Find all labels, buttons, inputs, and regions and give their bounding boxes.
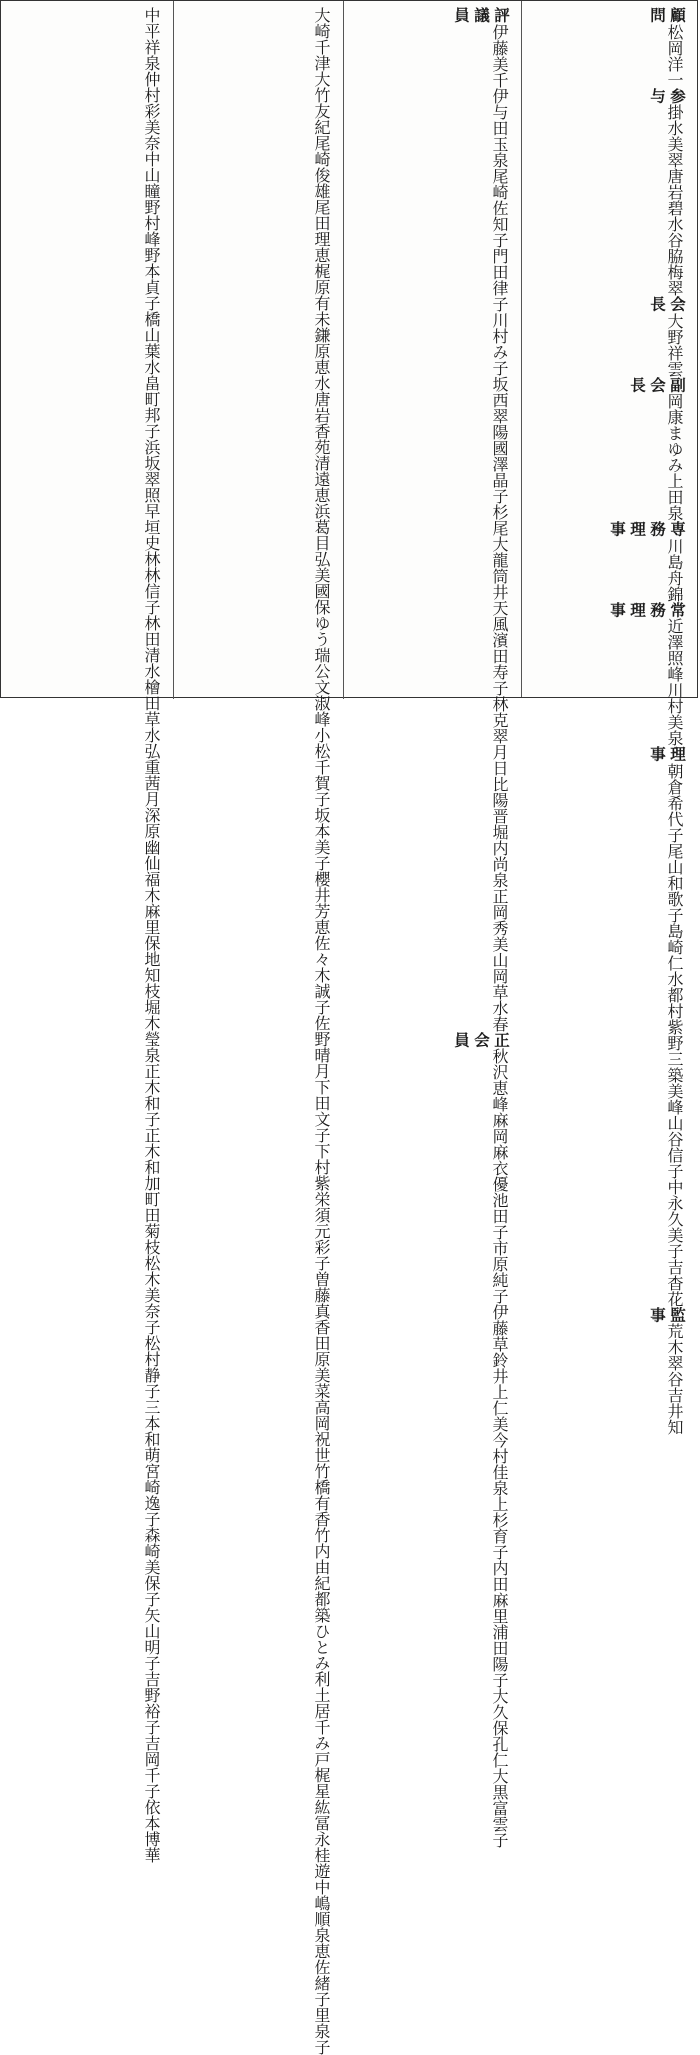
member-name: 吉岡千子 bbox=[142, 1735, 161, 1799]
member-name: 松岡洋一 bbox=[665, 23, 684, 88]
member-name: 正木和加 bbox=[142, 1127, 161, 1191]
member-name: 佐野晴月 bbox=[312, 1015, 331, 1079]
member-name: 深原幽仙 bbox=[142, 807, 161, 871]
member-name: 中嶋順泉 bbox=[312, 1879, 331, 1943]
member-name: 坂西翠陽 bbox=[490, 375, 509, 440]
member-name: 浦田陽子 bbox=[490, 1624, 509, 1688]
member-name: 上田泉 bbox=[665, 473, 684, 521]
member-name: 三築美峰 bbox=[665, 1050, 684, 1115]
role-title: 常務理事 bbox=[608, 601, 687, 618]
member-name: 鎌原恵水 bbox=[312, 327, 331, 391]
member-name: 川村み子 bbox=[490, 311, 509, 376]
member-name: 伊藤美千 bbox=[490, 23, 509, 88]
member-name: 櫻井芳恵 bbox=[312, 871, 331, 935]
member-name: 今村佳泉 bbox=[490, 1432, 509, 1496]
member-name: 濱田寿子 bbox=[490, 631, 509, 696]
member-name: 掛水美翠 bbox=[665, 104, 684, 168]
member-name: 林田清水 bbox=[142, 615, 161, 679]
member-name: 小松千賀子 bbox=[312, 727, 331, 807]
member-name: 大黒富雲子 bbox=[490, 1768, 509, 1848]
member-name: 山谷信子 bbox=[665, 1114, 684, 1179]
member-name: 土居千み bbox=[312, 1687, 331, 1751]
role-title: 専務理事 bbox=[608, 521, 687, 538]
member-name: 野本貞子 bbox=[142, 247, 161, 311]
role-group bbox=[532, 1307, 687, 1436]
role-title: 監事 bbox=[648, 1306, 687, 1323]
role-title: 参与 bbox=[648, 87, 687, 104]
role-group bbox=[532, 521, 687, 602]
member-name: 堀木瑩泉 bbox=[142, 999, 161, 1063]
member-name: 橋山葉水 bbox=[142, 311, 161, 375]
member-name: 中平祥泉 bbox=[142, 7, 161, 71]
member-name: 大野祥雲 bbox=[665, 312, 684, 377]
member-name: 吉杳花 bbox=[665, 1258, 684, 1307]
member-name: 尾田理恵 bbox=[312, 199, 331, 263]
member-name: 川村美泉 bbox=[665, 682, 684, 746]
roster-section bbox=[521, 1, 697, 1435]
member-name: 上杉育子 bbox=[490, 1496, 509, 1560]
member-name: 矢山明子 bbox=[142, 1607, 161, 1671]
member-name: 井上仁美 bbox=[490, 1368, 509, 1432]
member-name: 三本和萌 bbox=[142, 1399, 161, 1463]
role-group bbox=[532, 602, 687, 747]
role-group bbox=[354, 7, 511, 1032]
member-name: 弘重茜月 bbox=[142, 743, 161, 807]
member-name: 都村紫野 bbox=[665, 986, 684, 1051]
member-name: 保地知枝 bbox=[142, 935, 161, 999]
member-name: 池田子 bbox=[490, 1192, 509, 1240]
member-name: 早垣史 bbox=[142, 503, 161, 551]
role-group bbox=[354, 1032, 511, 1849]
member-name: 畠町邦子 bbox=[142, 375, 161, 439]
member-name: 岡康まゆみ bbox=[665, 393, 684, 473]
member-name: 宮崎逸子 bbox=[142, 1463, 161, 1527]
member-name: 松木美奈子 bbox=[142, 1255, 161, 1335]
member-name: 大崎千津 bbox=[312, 7, 331, 71]
member-name: 山岡草水春 bbox=[490, 951, 509, 1032]
role-title: 理事 bbox=[648, 746, 687, 763]
member-name: 内田麻里 bbox=[490, 1560, 509, 1624]
member-name: 正岡秀美 bbox=[490, 887, 509, 952]
member-name: 谷脇梅翠 bbox=[665, 232, 684, 296]
member-name: 林克翠月 bbox=[490, 695, 509, 760]
member-name: 冨永桂遊 bbox=[312, 1815, 331, 1879]
role-group bbox=[532, 7, 687, 88]
member-name: 仲村彩美奈 bbox=[142, 71, 161, 151]
role-title: 副会長 bbox=[628, 376, 687, 393]
role-group bbox=[532, 377, 687, 522]
member-name: 吉井知 bbox=[665, 1387, 684, 1435]
member-name: 筒井天風 bbox=[490, 567, 509, 632]
member-name: 伊藤草鈴 bbox=[490, 1304, 509, 1368]
member-name: 松村静子 bbox=[142, 1335, 161, 1399]
member-name: 川島舟錦 bbox=[665, 537, 684, 602]
member-name: 葛目弘美 bbox=[312, 519, 331, 583]
member-name: 里泉子 bbox=[312, 2007, 331, 2055]
member-name: 唐岩碧水 bbox=[665, 168, 684, 232]
member-name: 尾崎俊雄 bbox=[312, 135, 331, 199]
member-name: 浜坂翠照 bbox=[142, 439, 161, 503]
member-name: 麻岡麻衣優 bbox=[490, 1112, 509, 1192]
role-group bbox=[13, 7, 163, 1863]
member-name: 戸梶星紘 bbox=[312, 1751, 331, 1815]
member-name: 中永久美子 bbox=[665, 1178, 684, 1259]
member-name: 朝倉希代子 bbox=[665, 762, 684, 843]
member-name: 依本博華 bbox=[142, 1799, 161, 1863]
role-group bbox=[532, 88, 687, 297]
member-name: 竹橋有香 bbox=[312, 1463, 331, 1527]
member-name: 近澤照峰 bbox=[665, 618, 684, 682]
member-name: 都築ひとみ利 bbox=[312, 1591, 331, 1687]
member-name: 野村峰 bbox=[142, 199, 161, 247]
member-name: 下村紫栄 bbox=[312, 1143, 331, 1207]
member-name: 大久保孔仁 bbox=[490, 1688, 509, 1768]
member-name: 杉尾大龍 bbox=[490, 503, 509, 568]
member-name: 檜田草水 bbox=[142, 679, 161, 743]
member-name: 中山瞳 bbox=[142, 151, 161, 199]
member-name: 清遠恵浜 bbox=[312, 455, 331, 519]
member-name: 公文淑峰 bbox=[312, 663, 331, 727]
role-title: 正会員 bbox=[452, 1031, 511, 1048]
member-name: 田原美菜 bbox=[312, 1335, 331, 1399]
member-name: 曽藤真香 bbox=[312, 1271, 331, 1335]
member-name: 坂本美子 bbox=[312, 807, 331, 871]
role-group bbox=[532, 296, 687, 377]
member-name: 正木和子 bbox=[142, 1063, 161, 1127]
role-group bbox=[532, 746, 687, 1307]
member-name: 高岡祝世 bbox=[312, 1399, 331, 1463]
member-name: 國澤晶子 bbox=[490, 439, 509, 504]
member-name: 門田律子 bbox=[490, 247, 509, 312]
member-name: 唐岩香苑 bbox=[312, 391, 331, 455]
member-name: 市原純子 bbox=[490, 1240, 509, 1304]
member-name: 國保ゆう瑞 bbox=[312, 583, 331, 663]
role-group bbox=[184, 7, 333, 2055]
role-title: 顧問 bbox=[648, 7, 687, 24]
member-name: 福木麻里 bbox=[142, 871, 161, 935]
member-name: 堀内尚泉 bbox=[490, 823, 509, 888]
member-name: 町田菊枝 bbox=[142, 1191, 161, 1255]
member-name: 日比陽晋 bbox=[490, 759, 509, 824]
member-name: 島崎仁水 bbox=[665, 922, 684, 987]
roster-section bbox=[343, 1, 521, 1848]
member-name: 林林信子 bbox=[142, 551, 161, 615]
role-title: 会長 bbox=[648, 296, 687, 313]
member-name: 秋沢恵峰 bbox=[490, 1048, 509, 1112]
member-name: 伊与田玉泉 bbox=[490, 87, 509, 168]
role-title: 評議員 bbox=[452, 7, 511, 24]
member-name: 荒木翠谷 bbox=[665, 1323, 684, 1387]
member-name: 梶原有未 bbox=[312, 263, 331, 327]
member-name: 竹内由紀 bbox=[312, 1527, 331, 1591]
member-name: 大竹友紀 bbox=[312, 71, 331, 135]
roster-section bbox=[173, 1, 343, 2055]
member-name: 森崎美保子 bbox=[142, 1527, 161, 1607]
member-name: 尾山和歌子 bbox=[665, 842, 684, 923]
member-name: 吉野裕子 bbox=[142, 1671, 161, 1735]
member-name: 恵佐緒子 bbox=[312, 1943, 331, 2007]
member-name: 須元彩子 bbox=[312, 1207, 331, 1271]
roster-section bbox=[3, 1, 173, 1863]
member-name: 下田文子 bbox=[312, 1079, 331, 1143]
member-name: 佐々木誠子 bbox=[312, 935, 331, 1015]
member-name: 尾崎佐知子 bbox=[490, 167, 509, 248]
